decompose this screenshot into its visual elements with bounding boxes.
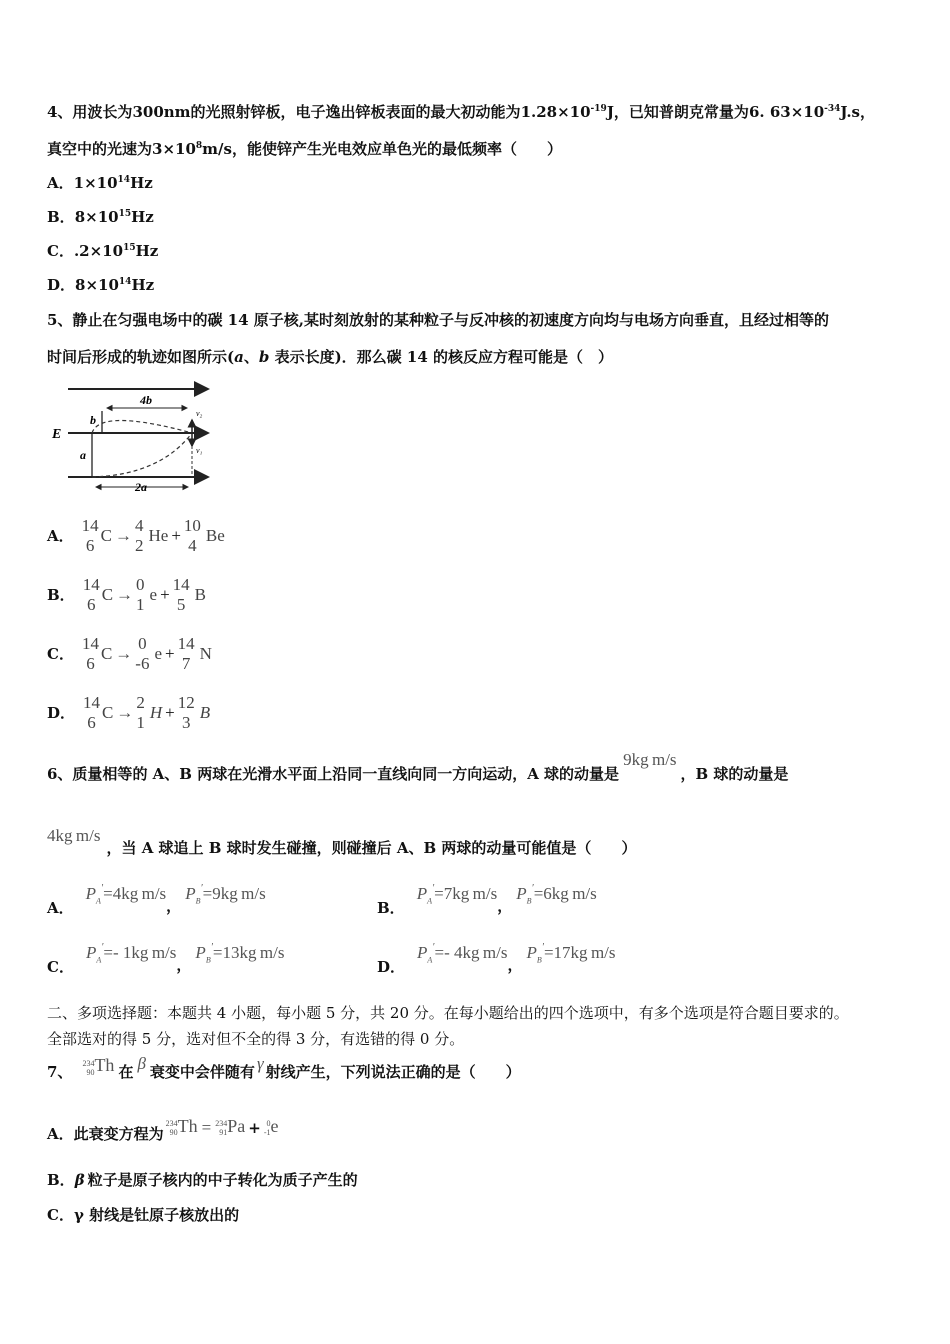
nuclear-equation [82,634,212,674]
q6-stem-text: ，当 A 球追上 B 球时发生碰撞，则碰撞后 A、B 两球的动量可能值是（ ） [106,839,637,857]
option-pb-value: 13kg m/s [222,943,285,962]
momentum-b: $P_B'$ [195,942,213,965]
q4-ek-exponent: -19 [590,104,607,114]
q7-stem-text: 射线产生，下列说法正确的是（ ） [265,1063,521,1081]
nuclide-numbers: 12 3 [177,693,195,732]
option-label: B． [47,208,75,226]
q5-var-a: a [234,348,244,366]
option-pb-value: 9kg m/s [212,884,266,903]
arrow-icon: → [115,644,133,663]
option-label: D． [47,704,76,722]
q7-stem-text: 在 [118,1063,134,1081]
q6-option-b[interactable] [377,884,597,920]
nuclide-symbol: C [100,526,112,545]
option-label: B． [47,1171,75,1189]
option-pa-value: - 4kg m/s [444,943,508,962]
momentum-b: $P_B'$ [516,883,534,906]
comma: ， [166,897,182,915]
q5-option-a[interactable] [47,516,225,556]
nuclide-symbol: C [100,644,113,663]
q4-ek-unit: J [606,103,614,121]
q5-option-c[interactable] [47,634,212,674]
q4-stem-text: 4、用波长为 [47,103,133,121]
nuclide-symbol: e [154,644,163,663]
option-unit: Hz [135,242,159,260]
nuclide-numbers: 14 6 [81,634,99,673]
q6-stem-line1 [47,750,788,790]
label-2a: 2a [135,480,147,494]
q5-option-d[interactable] [47,693,210,733]
q4-option-c[interactable] [47,241,158,261]
nuclear-equation [83,693,210,733]
equals-sign: = [212,943,223,962]
nuclide-symbol: He [148,526,169,545]
option-value: .2×10 [73,242,124,260]
option-exponent: 14 [117,175,131,185]
nuclide-symbol: B [199,703,211,722]
e-numbers: 0 -1 [263,1119,271,1137]
option-exponent: 15 [123,243,136,253]
equals-sign: = [543,943,554,962]
q5-stem-text: 、 [243,348,259,366]
th-numbers: 234 90 [82,1059,95,1077]
option-unit: Hz [131,208,154,226]
q4-stem-line1 [47,102,875,122]
equals-sign: = [434,884,444,903]
q5-stem-line2 [47,347,613,367]
nuclear-equation [82,516,225,556]
option-label: C． [47,958,74,976]
option-label: A． [47,174,74,192]
q4-option-b[interactable] [47,207,154,227]
beta-symbol: β [137,1054,146,1073]
q5-var-b: b [258,348,270,366]
nuclear-equation [83,575,206,615]
label-b: b [90,413,96,427]
q5-stem-text: 表示长度)．那么碳 14 的核反应方程可能是（ ） [269,348,613,366]
q5-option-b[interactable] [47,575,206,615]
q4-stem-text: 的光照射锌板，电子逸出锌板表面的最大初动能为 [190,103,521,121]
nuclide-numbers: 14 6 [83,693,101,732]
section2-heading-line1: 二、多项选择题：本题共 4 小题，每小题 5 分，共 20 分。在每小题给出的四个选项中，有多个选项是符合题目要求的。 [47,1004,849,1022]
equals-sign: = [103,943,114,962]
plus-sign: + [160,585,170,604]
option-pb-value: 17kg m/s [553,943,616,962]
gamma-symbol: γ [256,1054,264,1073]
arrow-icon: → [116,585,134,604]
q4-c-exponent: 8 [195,141,203,151]
q7-option-b[interactable] [47,1170,358,1190]
q4-option-d[interactable] [47,275,154,295]
q6-option-a[interactable] [47,884,266,920]
pa-symbol: Pa [227,1116,246,1136]
option-label: A． [47,527,74,545]
th-numbers: 234 90 [165,1119,178,1137]
nuclide-symbol: H [149,703,163,722]
nuclide-numbers: 10 4 [183,516,201,555]
q4-stem-text: ，已知普朗克常量为 [613,103,749,121]
option-value: 8×10 [74,208,119,226]
q4-wavelength: 300nm [132,103,191,121]
nuclide-symbol: e [149,585,158,604]
label-4b: 4b [140,393,152,407]
q4-c-value: 3×10 [152,140,196,158]
nuclide-numbers: 14 7 [177,634,195,673]
option-exponent: 15 [118,209,132,219]
q4-stem-text: 真空中的光速为 [47,140,153,158]
th-symbol: Th [94,1055,115,1075]
q7-stem-text: 衰变中会伴随有 [149,1063,255,1081]
momentum-a: $P_A'$ [85,883,104,906]
plus-sign: + [171,526,181,545]
q4-h-unit: J.s [840,103,861,121]
nuclide-numbers: 4 2 [134,516,144,555]
nuclide-symbol: Be [205,526,225,545]
q7-option-c[interactable]: C．γ 射线是钍原子核放出的 [47,1206,240,1224]
option-pa-value: 7kg m/s [443,884,498,903]
q4-h-value: 6. 63×10 [748,103,825,121]
momentum-a: $P_A'$ [416,883,435,906]
momentum-b: $P_B'$ [185,883,203,906]
option-label: B． [377,899,405,917]
option-label: A． [47,899,74,917]
q5-stem-text: 时间后形成的轨迹如图所示( [47,348,235,366]
comma: ， [176,956,192,974]
trajectory-upper [92,421,192,434]
equals-sign: = [103,884,113,903]
option-pa-value: 4kg m/s [112,884,167,903]
momentum-b: $P_B'$ [526,942,544,965]
plus-sign: + [165,644,175,663]
option-value: 1×10 [73,174,118,192]
option-label: C． [47,645,74,663]
equals-sign: = [533,884,544,903]
q7-number: 7、 [47,1063,73,1081]
option-label: A．此衰变方程为 [47,1125,164,1143]
trajectory-lower [92,433,192,477]
nuclide-numbers: 14 6 [81,516,99,555]
momentum-a: $P_A'$ [417,942,435,965]
option-label: D． [377,958,406,976]
option-pa-value: - 1kg m/s [113,943,177,962]
arrow-icon: → [116,703,134,722]
nuclide-symbol: C [102,703,114,722]
q4-option-a[interactable] [47,173,153,193]
comma: ， [507,956,523,974]
equals-sign: = [202,884,213,903]
q4-stem-line2 [47,139,562,159]
equals-sign: = [201,1118,212,1137]
label-v1: v₁ [196,446,203,455]
th-symbol: Th [177,1116,198,1136]
beta-symbol: β [74,1171,85,1189]
q4-stem-text: ， [860,103,876,121]
pa-numbers: 234 91 [215,1119,228,1137]
nuclide-symbol: C [101,585,114,604]
nuclide-numbers: 14 6 [82,575,100,614]
option-label: B． [47,586,75,604]
option-unit: Hz [130,174,153,192]
nuclide-numbers: 0 1 [136,575,145,614]
q4-h-exponent: -34 [824,104,841,114]
nuclide-numbers: 0 -6 [135,634,150,673]
section2-heading-line2: 全部选对的得 5 分，选对但不全的得 3 分，有选错的得 0 分。 [47,1030,465,1048]
q4-ek-value: 1.28×10 [520,103,591,121]
plus-sign: + [165,703,175,722]
option-exponent: 14 [118,277,132,287]
plus-sign: + [248,1119,261,1137]
label-E: E [52,427,62,442]
e-symbol: e [270,1116,279,1136]
q7-option-a[interactable] [47,1110,278,1146]
q6-stem-line2 [47,826,636,860]
nuclide-symbol: B [194,585,207,604]
comma: ， [497,897,513,915]
nuclide-numbers: 2 1 [136,693,145,732]
option-label: C． [47,242,74,260]
q6-pb-value: 4kg m/s [47,826,101,845]
q6-stem-text: ，B 球的动量是 [680,765,789,783]
q6-option-d[interactable] [377,943,616,979]
label-v2: v₂ [196,409,203,418]
option-pb-value: 6kg m/s [543,884,597,903]
q6-pa-value: 9kg m/s [623,750,677,769]
option-text: 粒子是原子核内的中子转化为质子产生的 [87,1171,358,1189]
option-label: D． [47,276,76,294]
momentum-a: $P_A'$ [85,942,104,965]
equals-sign: = [434,943,445,962]
q5-stem-line1: 5、静止在匀强电场中的碳 14 原子核,某时刻放射的某种粒子与反冲核的初速度方向均与电场方向垂直，且经过相等的 [47,311,829,329]
q6-option-c[interactable] [47,943,284,979]
q5-trajectory-figure [50,380,215,495]
option-value: 8×10 [75,276,119,294]
label-a: a [80,448,86,462]
arrow-icon: → [114,526,132,545]
option-unit: Hz [131,276,155,294]
nuclide-symbol: N [199,644,212,663]
nuclide-numbers: 14 5 [172,575,190,614]
q7-stem [47,1054,521,1090]
q4-stem-text: m/s，能使锌产生光电效应单色光的最低频率（ ） [202,140,562,158]
q6-stem-text: 6、质量相等的 A、B 两球在光滑水平面上沿同一直线向同一方向运动，A 球的动量是 [47,765,620,783]
